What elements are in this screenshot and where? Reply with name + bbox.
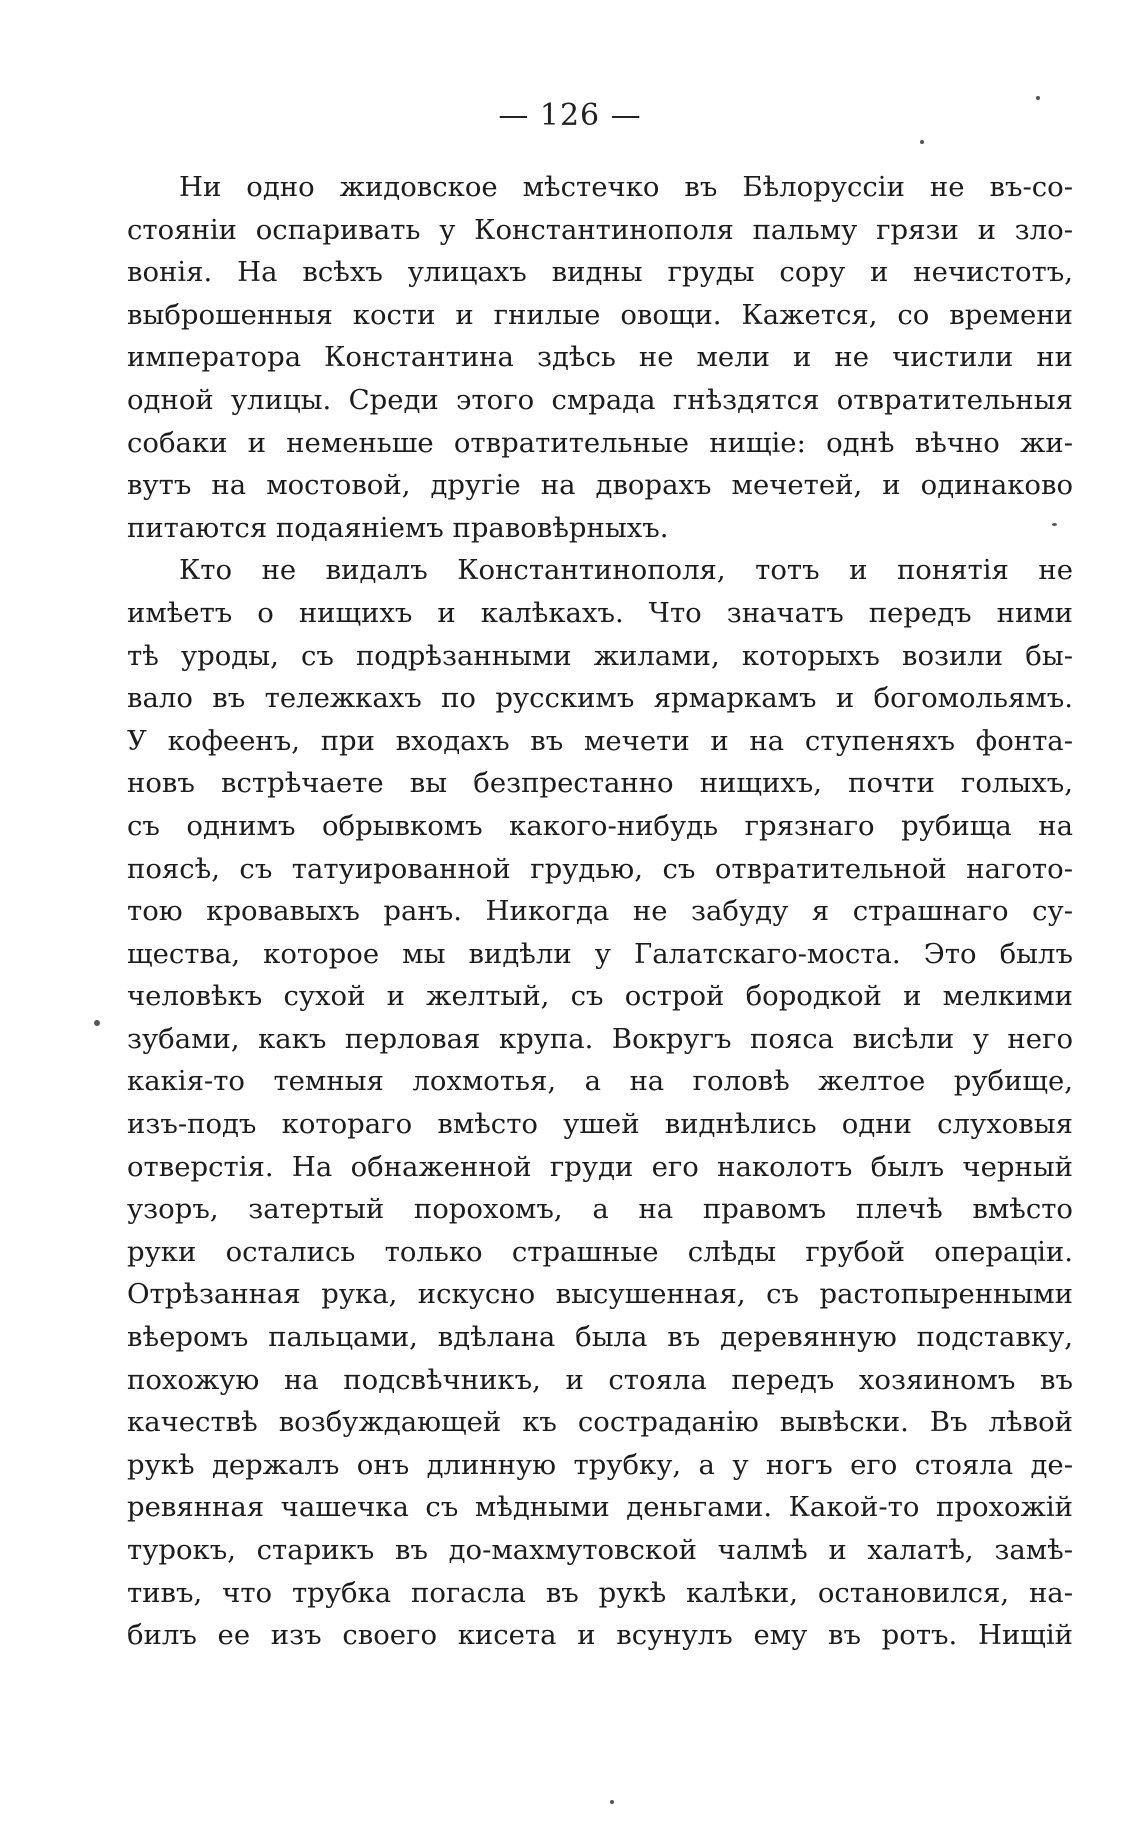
text-line: тивъ, что трубка погасла въ рукѣ калѣки, остановился, на- (127, 1576, 1073, 1609)
text-line: собаки и неменьше отвратительные нищіе: однѣ вѣчно жи- (127, 426, 1073, 459)
text-line: отверстія. На обнаженной груди его наколотъ былъ черный (127, 1150, 1073, 1183)
text-line: зубами, какъ перловая крупа. Вокругъ пояса висѣли у него (127, 1022, 1073, 1055)
text-line: Кто не видалъ Константинополя, тотъ и понятія не (179, 554, 1073, 587)
scan-speck (920, 140, 924, 144)
text-line: вало въ тележкахъ по русскимъ ярмаркамъ и богомольямъ. (127, 682, 1073, 715)
text-line: руки остались только страшные слѣды грубой операціи. (127, 1235, 1073, 1268)
text-line: похожую на подсвѣчникъ, и стояла передъ хозяиномъ въ (127, 1363, 1073, 1396)
body-text (127, 166, 1073, 1657)
text-line: вутъ на мостовой, другіе на дворахъ мечетей, и одинаково (127, 469, 1073, 502)
text-line: новъ встрѣчаете вы безпрестанно нищихъ, почти голыхъ, (127, 767, 1073, 800)
text-line: человѣкъ сухой и желтый, съ острой бородкой и мелкими (127, 980, 1073, 1013)
text-line: вонія. На всѣхъ улицахъ видны груды сору и нечистотъ, (127, 256, 1073, 289)
text-line: Ни одно жидовское мѣстечко въ Бѣлоруссіи не въ-со- (179, 171, 1073, 203)
text-line: съ однимъ обрывкомъ какого-нибудь грязнаго рубища на (127, 809, 1073, 842)
text-line: качествѣ возбуждающей къ состраданію вывѣски. Въ лѣвой (127, 1406, 1073, 1439)
text-line: какія-то темныя лохмотья, а на головѣ желтое рубище, (127, 1065, 1073, 1098)
paragraph-1 (127, 166, 1073, 549)
text-line: стояніи оспаривать у Константинополя пальму грязи и зло- (127, 213, 1073, 246)
text-line: питаются подаяніемъ правовѣрныхъ. (127, 511, 669, 544)
text-line: ревянная чашечка съ мѣдными деньгами. Какой-то прохожій (127, 1491, 1073, 1524)
text-line: выброшенныя кости и гнилые овощи. Кажется, со времени (127, 298, 1073, 331)
text-line: имѣетъ о нищихъ и калѣкахъ. Что значатъ передъ ними (127, 596, 1073, 629)
text-line: одной улицы. Среди этого смрада гнѣздятся отвратительныя (127, 383, 1073, 416)
page-number: — 126 — (498, 98, 642, 133)
scan-speck (94, 1020, 100, 1026)
text-line: вѣеромъ пальцами, вдѣлана была въ деревянную подставку, (127, 1321, 1073, 1354)
paragraph-2 (127, 549, 1073, 1656)
text-line: императора Константина здѣсь не мели и не чистили ни (127, 341, 1073, 374)
scan-speck (610, 1800, 614, 1804)
text-line: У кофеенъ, при входахъ въ мечети и на ступеняхъ фонта- (127, 724, 1073, 757)
text-line: тою кровавыхъ ранъ. Никогда не забуду я страшнаго су- (127, 895, 1073, 928)
text-line: щества, которое мы видѣли у Галатскаго-моста. Это былъ (127, 937, 1073, 970)
text-line: поясѣ, съ татуированной грудью, съ отвратительной нагото- (127, 852, 1073, 885)
text-line: Отрѣзанная рука, искусно высушенная, съ растопыренными (127, 1278, 1073, 1311)
text-line: турокъ, старикъ въ до-махмутовской чалмѣ и халатѣ, замѣ- (127, 1534, 1073, 1566)
text-line: билъ ее изъ своего кисета и всунулъ ему въ ротъ. Нищій (127, 1619, 1073, 1652)
text-line: рукѣ держалъ онъ длинную трубку, а у ногъ его стояла де- (127, 1448, 1073, 1481)
text-line: изъ-подъ котораго вмѣсто ушей виднѣлись одни слуховыя (127, 1108, 1073, 1141)
scan-speck (1052, 523, 1057, 526)
text-line: узоръ, затертый порохомъ, а на правомъ плечѣ вмѣсто (127, 1193, 1073, 1226)
scan-speck (1036, 96, 1040, 100)
text-line: тѣ уроды, съ подрѣзанными жилами, которыхъ возили бы- (127, 639, 1073, 672)
